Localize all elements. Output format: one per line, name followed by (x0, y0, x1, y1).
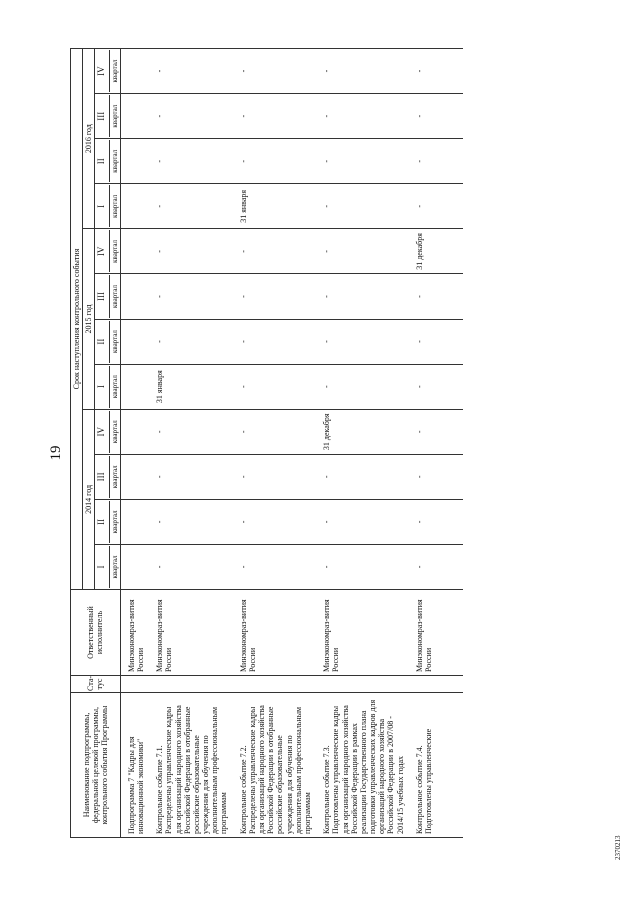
deadline-cell (120, 409, 149, 454)
row-responsible-cell: Минэкономраз-вития России (409, 589, 463, 675)
row-responsible-cell: Минэкономраз-вития России (316, 589, 409, 675)
deadline-cell: - (233, 454, 317, 499)
deadline-cell: - (316, 138, 409, 183)
table-row (149, 48, 233, 837)
deadline-cell: - (149, 319, 233, 364)
row-name-cell: Контрольное событие 7.4. Подготовлены управленческие (409, 692, 463, 837)
row-status-cell (233, 675, 317, 692)
quarter-label: квартал (109, 545, 119, 587)
row-status-cell (120, 675, 149, 692)
quarter-label: квартал (109, 95, 119, 137)
deadline-cell: - (233, 319, 317, 364)
quarter-label: квартал (109, 230, 119, 272)
deadline-cell: - (233, 273, 317, 318)
deadline-cell (120, 138, 149, 183)
deadline-cell: - (149, 454, 233, 499)
table-row (120, 48, 149, 837)
deadline-cell: - (409, 544, 463, 589)
quarter-header (95, 409, 120, 454)
deadline-cell: - (233, 48, 317, 93)
deadline-cell: - (409, 183, 463, 228)
row-responsible-cell: Минэкономраз-вития России (149, 589, 233, 675)
quarter-label: квартал (109, 275, 119, 317)
deadline-cell: - (149, 183, 233, 228)
quarter-label: квартал (109, 455, 119, 497)
deadline-cell: - (316, 364, 409, 409)
control-events-table (70, 48, 463, 838)
table-row (233, 48, 317, 837)
deadline-cell: - (149, 93, 233, 138)
quarter-number: IV (96, 246, 107, 256)
deadline-cell (120, 93, 149, 138)
quarter-number: I (96, 384, 107, 388)
quarter-number: II (96, 518, 107, 525)
quarter-header (95, 273, 120, 318)
rotated-page (48, 58, 622, 860)
deadline-cell: - (409, 364, 463, 409)
deadline-cell: - (409, 499, 463, 544)
deadline-cell: - (316, 273, 409, 318)
row-status-cell (149, 675, 233, 692)
deadline-cell (120, 544, 149, 589)
quarter-number: III (96, 291, 107, 301)
deadline-cell: - (149, 409, 233, 454)
deadline-cell (120, 319, 149, 364)
row-status-cell (409, 675, 463, 692)
deadline-cell: - (316, 319, 409, 364)
deadline-cell: - (233, 364, 317, 409)
year-header: 2015 год (83, 228, 95, 408)
deadline-cell: - (233, 499, 317, 544)
row-name-cell: Контрольное событие 7.1. Распределены управленческие кадры для организаций народного хозяйства Российской Федерации в отобранные российские образовательные учреждения для обучения по дополнительным профессиональным программам (149, 692, 233, 837)
deadline-cell: - (149, 273, 233, 318)
deadline-cell (120, 273, 149, 318)
col-header-deadline: Срок наступления контрольного события (71, 48, 83, 589)
quarter-label: квартал (109, 50, 119, 92)
quarter-label: квартал (109, 365, 119, 407)
quarter-header (95, 138, 120, 183)
quarter-label: квартал (109, 410, 119, 452)
deadline-cell (120, 499, 149, 544)
deadline-cell: - (233, 93, 317, 138)
deadline-cell: - (149, 138, 233, 183)
deadline-cell (120, 454, 149, 499)
deadline-cell: - (233, 138, 317, 183)
quarter-number: II (96, 157, 107, 164)
deadline-cell: - (316, 48, 409, 93)
quarter-number: III (96, 471, 107, 481)
deadline-cell (120, 364, 149, 409)
row-status-cell (316, 675, 409, 692)
deadline-cell: 31 января (149, 364, 233, 409)
deadline-cell: - (409, 48, 463, 93)
deadline-cell: - (233, 228, 317, 273)
deadline-cell: - (316, 454, 409, 499)
deadline-cell: 31 декабря (409, 228, 463, 273)
row-responsible-cell: Минэкономраз-вития России (233, 589, 317, 675)
footer-code: 2370213 (614, 835, 622, 860)
deadline-cell (120, 48, 149, 93)
row-responsible-cell: Минэкономраз-вития России (120, 589, 149, 675)
row-name-cell: Контрольное событие 7.3. Подготовлены управленческие кадры для организаций народного хозяйства Российской Федерации в рамках реализации Государственного плана подготовки управленческих кадров для организаций народного хозяйства Российской Федерации в 2007/08 - 2014/15 учебных годах (316, 692, 409, 837)
deadline-cell: - (233, 544, 317, 589)
deadline-cell: - (316, 499, 409, 544)
quarter-header (95, 48, 120, 93)
quarter-header (95, 499, 120, 544)
table-row (409, 48, 463, 837)
deadline-cell: - (409, 454, 463, 499)
deadline-cell: - (233, 409, 317, 454)
deadline-cell: 31 декабря (316, 409, 409, 454)
quarter-number: III (96, 111, 107, 121)
quarter-label: квартал (109, 140, 119, 182)
quarter-label: квартал (109, 185, 119, 227)
page-number: 19 (48, 445, 64, 460)
deadline-cell: - (316, 544, 409, 589)
deadline-cell: - (149, 48, 233, 93)
quarter-number: IV (96, 426, 107, 436)
quarter-number: IV (96, 65, 107, 76)
year-header: 2014 год (83, 409, 95, 589)
quarter-header (95, 454, 120, 499)
year-header: 2016 год (83, 48, 95, 228)
table-body (120, 48, 463, 837)
deadline-cell: - (409, 93, 463, 138)
table-row (316, 48, 409, 837)
quarter-number: I (96, 204, 107, 208)
quarter-header (95, 544, 120, 589)
deadline-cell: - (149, 544, 233, 589)
quarter-label: квартал (109, 500, 119, 542)
col-header-responsible: Ответственный исполнитель (71, 589, 121, 675)
deadline-cell (120, 228, 149, 273)
row-name-cell: Подпрограмма 7 "Кадры для инновационной экономики" (120, 692, 149, 837)
quarter-label: квартал (109, 320, 119, 362)
quarter-number: I (96, 564, 107, 568)
deadline-cell: - (316, 228, 409, 273)
row-name-cell: Контрольное событие 7.2. Распределены управленческие кадры для организаций народного хозяйства Российской Федерации в отобранные российские образовательные учреждения для обучения по дополнительным профессиональным программам (233, 692, 317, 837)
quarter-header (95, 228, 120, 273)
deadline-cell: - (409, 138, 463, 183)
deadline-cell: 31 января (233, 183, 317, 228)
quarter-header (95, 93, 120, 138)
quarter-header (95, 319, 120, 364)
deadline-cell: - (409, 319, 463, 364)
quarter-header (95, 364, 120, 409)
deadline-cell: - (409, 273, 463, 318)
col-header-status: Ста-тус (71, 675, 121, 692)
quarter-header (95, 183, 120, 228)
deadline-cell: - (316, 93, 409, 138)
deadline-cell: - (409, 409, 463, 454)
col-header-name: Наименование подпрограммы, федеральной целевой программы, контрольного события Программы (71, 692, 121, 837)
quarter-number: II (96, 338, 107, 345)
deadline-cell (120, 183, 149, 228)
deadline-cell: - (316, 183, 409, 228)
deadline-cell: - (149, 228, 233, 273)
deadline-cell: - (149, 499, 233, 544)
